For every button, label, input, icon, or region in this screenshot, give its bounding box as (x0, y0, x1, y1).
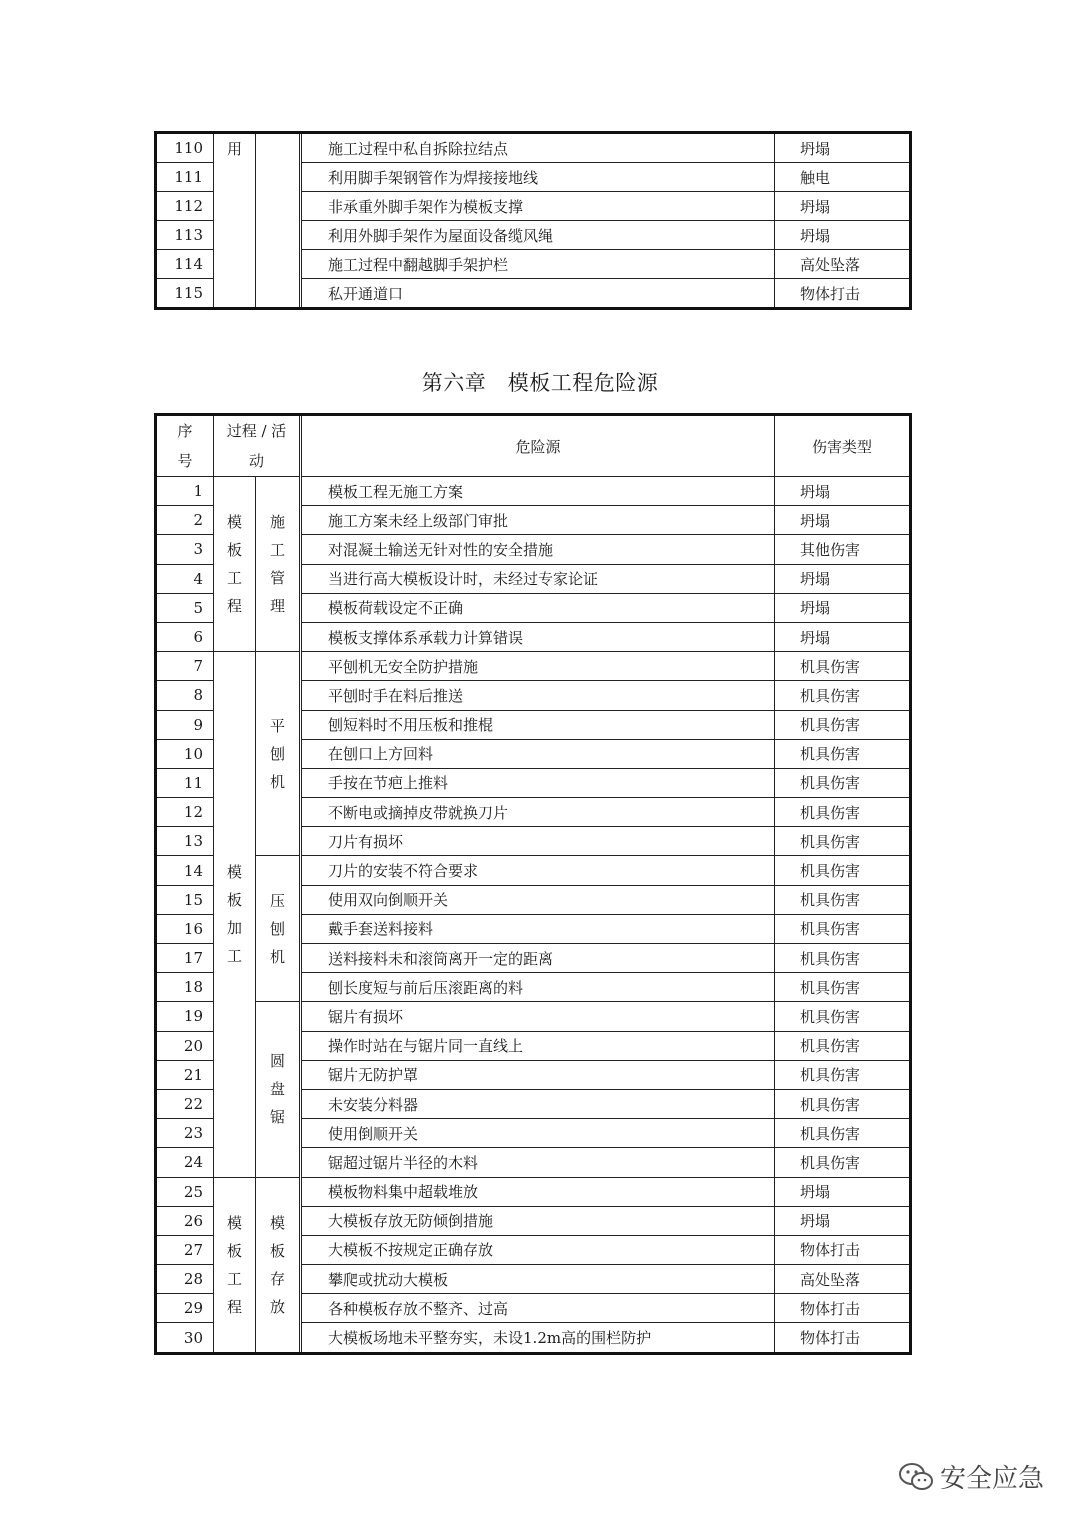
injury-type-cell: 机具伤害 (775, 944, 911, 973)
header-hazard: 危险源 (302, 415, 775, 477)
hazard-cell: 模板工程无施工方案 (302, 477, 775, 506)
hazard-cell: 施工方案未经上级部门审批 (302, 506, 775, 535)
activity-formwork-storage-char: 板 (269, 1241, 285, 1260)
hazard-cell: 平刨时手在料后推送 (302, 681, 775, 710)
hazard-cell: 刀片的安装不符合要求 (302, 856, 775, 885)
row-number: 14 (156, 856, 214, 885)
hazard-cell: 不断电或摘掉皮带就换刀片 (302, 798, 775, 827)
activity-circular-saw-char: 圆 (269, 1052, 285, 1071)
row-number: 19 (156, 1002, 214, 1031)
hazard-cell: 未安装分料器 (302, 1089, 775, 1118)
table-row (156, 1002, 911, 1031)
process-group-formwork-2-char: 工 (226, 1269, 242, 1288)
row-number: 17 (156, 944, 214, 973)
hazard-cell: 利用脚手架钢管作为焊接接地线 (302, 163, 775, 192)
activity-formwork-storage-char: 模 (269, 1213, 285, 1232)
activity-circular-saw-char: 盘 (269, 1080, 285, 1099)
row-number: 9 (156, 710, 214, 739)
hazard-cell: 模板荷载设定不正确 (302, 593, 775, 622)
process-group-formwork-processing (214, 652, 256, 1177)
hazard-cell: 锯超过锯片半径的木料 (302, 1148, 775, 1177)
row-number: 15 (156, 885, 214, 914)
hazard-cell: 送料接料未和滚筒离开一定的距离 (302, 944, 775, 973)
header-process-line1: 过程 / 活 (226, 422, 287, 440)
injury-type-cell: 触电 (775, 163, 911, 192)
row-number: 7 (156, 652, 214, 681)
activity-formwork-storage-char: 放 (269, 1297, 285, 1316)
process-cell (214, 133, 256, 309)
header-no (156, 415, 214, 477)
row-number: 10 (156, 739, 214, 768)
injury-type-cell: 机具伤害 (775, 739, 911, 768)
hazard-cell: 锯片有损坏 (302, 1002, 775, 1031)
hazard-cell: 大模板场地未平整夯实，未设1.2m高的围栏防护 (302, 1323, 775, 1353)
activity-formwork-storage (256, 1177, 300, 1353)
hazard-cell: 大模板不按规定正确存放 (302, 1235, 775, 1264)
row-number: 111 (156, 163, 214, 192)
hazard-cell: 刀片有损坏 (302, 827, 775, 856)
row-number: 24 (156, 1148, 214, 1177)
row-number: 12 (156, 798, 214, 827)
header-type: 伤害类型 (775, 415, 911, 477)
injury-type-cell: 坍塌 (775, 192, 911, 221)
process-group-formwork-processing-char: 模 (226, 863, 242, 882)
hazard-cell: 使用双向倒顺开关 (302, 885, 775, 914)
injury-type-cell: 坍塌 (775, 1206, 911, 1235)
hazard-cell: 在刨口上方回料 (302, 739, 775, 768)
watermark-text: 安全应急 (939, 1464, 1044, 1494)
chapter-title: 第六章 模板工程危险源 (421, 371, 659, 395)
hazard-cell: 模板物料集中超载堆放 (302, 1177, 775, 1206)
row-number: 1 (156, 477, 214, 506)
hazard-cell: 施工过程中私自拆除拉结点 (302, 133, 775, 163)
hazard-cell: 刨长度短与前后压滚距离的料 (302, 973, 775, 1002)
header-no-line1: 序 (177, 422, 193, 440)
process-group-formwork-processing-char: 加 (226, 919, 242, 938)
row-number: 11 (156, 768, 214, 797)
process-group-formwork-2-char: 板 (226, 1241, 242, 1260)
injury-type-cell: 机具伤害 (775, 1002, 911, 1031)
process-group-formwork-2-char: 模 (226, 1213, 242, 1232)
activity-construction-management-char: 施 (269, 513, 285, 532)
hazard-cell: 模板支撑体系承载力计算错误 (302, 622, 775, 651)
activity-construction-management-char: 工 (269, 541, 285, 560)
row-number: 115 (156, 279, 214, 309)
hazard-cell: 各种模板存放不整齐、过高 (302, 1294, 775, 1323)
hazard-cell: 手按在节疤上推料 (302, 768, 775, 797)
row-number: 112 (156, 192, 214, 221)
injury-type-cell: 机具伤害 (775, 827, 911, 856)
process-group-formwork (214, 477, 256, 652)
row-number: 28 (156, 1265, 214, 1294)
process-group-formwork-char: 模 (226, 513, 242, 532)
activity-construction-management (256, 477, 300, 652)
hazard-cell: 平刨机无安全防护措施 (302, 652, 775, 681)
injury-type-cell: 机具伤害 (775, 1089, 911, 1118)
header-process-line2: 动 (248, 452, 264, 470)
injury-type-cell: 坍塌 (775, 477, 911, 506)
row-number: 27 (156, 1235, 214, 1264)
process-group-formwork-processing-char: 板 (226, 891, 242, 910)
injury-type-cell: 机具伤害 (775, 856, 911, 885)
row-number: 114 (156, 250, 214, 279)
hazard-cell: 使用倒顺开关 (302, 1119, 775, 1148)
injury-type-cell: 机具伤害 (775, 1060, 911, 1089)
injury-type-cell: 高处坠落 (775, 1265, 911, 1294)
activity-formwork-storage-char: 存 (269, 1269, 285, 1288)
activity-thicknesser-char: 刨 (269, 919, 285, 938)
row-number: 6 (156, 622, 214, 651)
injury-type-cell: 其他伤害 (775, 535, 911, 564)
row-number: 5 (156, 593, 214, 622)
row-number: 3 (156, 535, 214, 564)
hazard-cell: 对混凝土输送无针对性的安全措施 (302, 535, 775, 564)
activity-circular-saw-char: 锯 (269, 1108, 285, 1127)
hazard-cell: 锯片无防护罩 (302, 1060, 775, 1089)
row-number: 18 (156, 973, 214, 1002)
injury-type-cell: 机具伤害 (775, 973, 911, 1002)
continuation-table-body (156, 133, 911, 309)
injury-type-cell: 机具伤害 (775, 652, 911, 681)
row-number: 20 (156, 1031, 214, 1060)
activity-planer-char: 刨 (269, 744, 285, 763)
process-group-formwork-char: 工 (226, 569, 242, 588)
watermark (898, 1458, 1044, 1495)
injury-type-cell: 坍塌 (775, 593, 911, 622)
hazard-cell: 当进行高大模板设计时，未经过专家论证 (302, 564, 775, 593)
table-row (156, 477, 911, 506)
activity-planer-char: 平 (269, 716, 285, 735)
injury-type-cell: 坍塌 (775, 564, 911, 593)
injury-type-cell: 物体打击 (775, 279, 911, 309)
hazard-cell: 非承重外脚手架作为模板支撑 (302, 192, 775, 221)
table-row (156, 856, 911, 885)
row-number: 29 (156, 1294, 214, 1323)
process-group-formwork-processing-char: 工 (226, 947, 242, 966)
injury-type-cell: 机具伤害 (775, 798, 911, 827)
process-group-formwork-char: 板 (226, 541, 242, 560)
process-label: 用 (226, 140, 242, 158)
activity-circular-saw (256, 1002, 300, 1177)
process-group-formwork-2-char: 程 (226, 1297, 242, 1316)
row-number: 8 (156, 681, 214, 710)
activity-thicknesser-char: 压 (269, 891, 285, 910)
row-number: 30 (156, 1323, 214, 1353)
hazard-cell: 私开通道口 (302, 279, 775, 309)
hazard-cell: 刨短料时不用压板和推棍 (302, 710, 775, 739)
injury-type-cell: 机具伤害 (775, 1119, 911, 1148)
table-row (156, 133, 911, 163)
activity-construction-management-char: 管 (269, 569, 285, 588)
activity-planer (256, 652, 300, 856)
row-number: 2 (156, 506, 214, 535)
activity-thicknesser-char: 机 (269, 947, 285, 966)
row-number: 110 (156, 133, 214, 163)
injury-type-cell: 物体打击 (775, 1235, 911, 1264)
injury-type-cell: 机具伤害 (775, 681, 911, 710)
hazard-cell: 操作时站在与锯片同一直线上 (302, 1031, 775, 1060)
injury-type-cell: 坍塌 (775, 133, 911, 163)
process-group-formwork-char: 程 (226, 597, 242, 616)
injury-type-cell: 物体打击 (775, 1294, 911, 1323)
injury-type-cell: 坍塌 (775, 622, 911, 651)
row-number: 113 (156, 221, 214, 250)
row-number: 21 (156, 1060, 214, 1089)
row-number: 13 (156, 827, 214, 856)
process-group-formwork-2 (214, 1177, 256, 1353)
continuation-table (154, 131, 912, 310)
injury-type-cell: 机具伤害 (775, 914, 911, 943)
table-row (156, 652, 911, 681)
injury-type-cell: 机具伤害 (775, 1148, 911, 1177)
hazard-cell: 利用外脚手架作为屋面设备缆风绳 (302, 221, 775, 250)
injury-type-cell: 机具伤害 (775, 885, 911, 914)
row-number: 25 (156, 1177, 214, 1206)
row-number: 16 (156, 914, 214, 943)
table-row (156, 1177, 911, 1206)
activity-planer-char: 机 (269, 772, 285, 791)
table-header-row (156, 415, 911, 477)
formwork-hazard-table (154, 413, 912, 1355)
hazard-cell: 大模板存放无防倾倒措施 (302, 1206, 775, 1235)
injury-type-cell: 坍塌 (775, 1177, 911, 1206)
row-number: 26 (156, 1206, 214, 1235)
hazard-cell: 施工过程中翻越脚手架护栏 (302, 250, 775, 279)
header-process (214, 415, 300, 477)
injury-type-cell: 机具伤害 (775, 768, 911, 797)
injury-type-cell: 高处坠落 (775, 250, 911, 279)
wechat-icon (898, 1462, 934, 1492)
activity-construction-management-char: 理 (269, 597, 285, 616)
injury-type-cell: 机具伤害 (775, 1031, 911, 1060)
row-number: 4 (156, 564, 214, 593)
hazard-cell: 戴手套送料接料 (302, 914, 775, 943)
hazard-cell: 攀爬或扰动大模板 (302, 1265, 775, 1294)
injury-type-cell: 机具伤害 (775, 710, 911, 739)
activity-thicknesser (256, 856, 300, 1002)
injury-type-cell: 坍塌 (775, 506, 911, 535)
formwork-hazard-table-body (156, 415, 911, 1354)
injury-type-cell: 物体打击 (775, 1323, 911, 1353)
row-number: 22 (156, 1089, 214, 1118)
header-no-line2: 号 (177, 452, 193, 470)
injury-type-cell: 坍塌 (775, 221, 911, 250)
activity-cell (256, 133, 300, 309)
row-number: 23 (156, 1119, 214, 1148)
